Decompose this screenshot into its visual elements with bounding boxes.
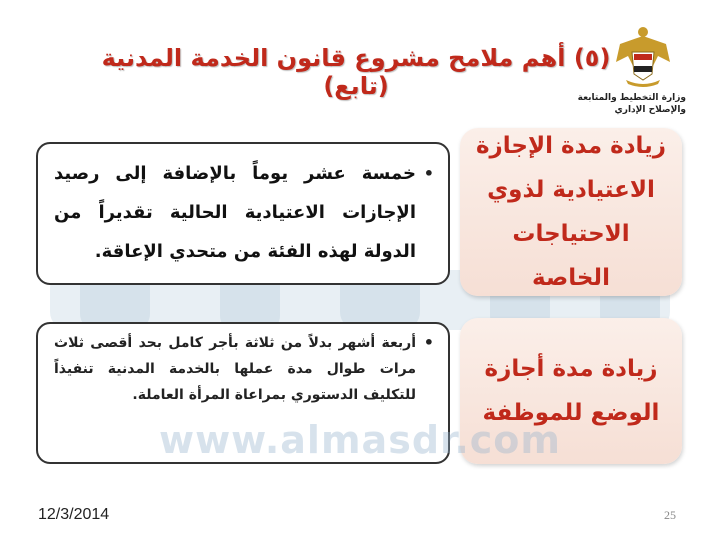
description-box-1 [36,142,450,285]
ministry-name [560,92,686,116]
page-number: 25 [664,508,676,522]
topic-text-2: زيادة مدة أجازة الوضع للموظفة [482,356,660,426]
title-text: أهم ملامح مشروع قانون الخدمة المدنية (تابع) [101,44,574,100]
watermark-url: www.almasdr.com [158,418,562,462]
eagle-emblem-icon [612,22,674,88]
topic-box-1 [460,128,682,296]
title-number: (٥) [573,44,611,72]
ministry-line2: والإصلاح الإداري [614,105,686,115]
ministry-line1: وزارة التخطيط والمتابعة [577,93,686,103]
description-bullet-2: • أربعة أشهر بدلاً من ثلاثة بأجر كامل بحد أقصى ثلاث مرات طوال مدة عملها بالخدمة المدنية تنفيذاً للتكليف الدستوري بمراعاة المرأة العاملة. [54,330,434,408]
slide-title [96,44,616,100]
slide-date: 12/3/2014 [38,506,110,523]
topic-text-1: زيادة مدة الإجازة الاعتيادية لذوي الاحتياجات الخاصة [475,133,667,291]
description-bullet-1: • خمسة عشر يوماً بالإضافة إلى رصيد الإجازات الاعتيادية الحالية تقديراً من الدولة لهذه الفئة من متحدي الإعاقة. [54,154,434,271]
